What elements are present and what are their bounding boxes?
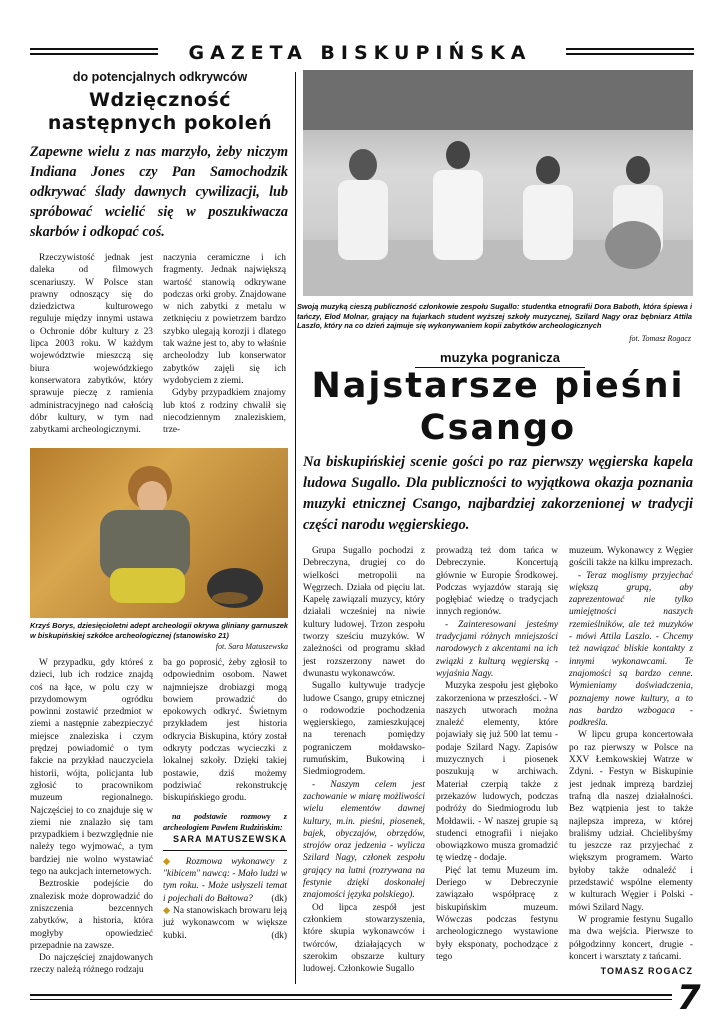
- masthead-rule-left-1: [30, 48, 158, 50]
- article2-title-line2: Csango: [419, 408, 577, 448]
- article1-signature: SARA MATUSZEWSKA: [173, 833, 287, 844]
- article2-col3c-paragraph: W lipcu grupa koncertowała po raz pierwszy w Polsce na XXV Łemkowskiej Watrze w Zdyni. - Festyn w Biskupinie jest jednak imprezą bardziej trafną dla naszej działalności. Bez wątpienia jest to także najlepsza impreza, w której braliśmy udział. Chcielibyśmy tu jeszcze raz przyjechać z większym programem. Warto byłoby także odnaleźć i przedstawić wspólne elementy w kulturach Węgier i Polski - mówi Szilard Nagy.: [569, 730, 693, 913]
- article1-column-3: [30, 657, 153, 977]
- article1-col4-paragraph: ba go poprosić, żeby zgłosił to odpowiednim osobom. Nawet najmniejsze drobiazgi mogą bowiem prowadzić do epokowych odkryć. Świetnym przykładem jest historia odkrycia Biskupina, który został odkryty podczas wycieczki z lokalnej szkoły. Dzięki takiej postawie, dziś możemy podziwiać rekonstrukcję biskupińskiego grodu.: [163, 658, 287, 804]
- article2-col1c-paragraph: - Naszym celem jest zachowanie w miarę możliwości wielu elementów dawnej kultury, m.in. pieśni, piosenek, bajek, obyczajów, obrzędów, strojów oraz jedzenia - wylicza Szilard Nagy, członek zespołu grający na lutni (rozrywana na festynie dzięki doskonałej znajomości języka polskiego).: [303, 779, 425, 901]
- column-divider: [295, 72, 296, 984]
- article2-photo-caption: Swoją muzyką cieszą publiczność członkowie zespołu Sugallo: studentka etnografii Dora Baboth, która śpiewa i tańczy, Elod Molnar, grający na fujarkach student wyższej szkoły muzycznej, Szilard Nagy oraz bębniarz Attila Laszlo, który na co dzień zajmuje się wykonywaniem kopii zabytków archeologicznych: [297, 302, 692, 331]
- article1-col3c-paragraph: Do najczęściej znajdowanych rzeczy należą różnego rodzaju: [30, 953, 153, 976]
- masthead-rule-right-1: [566, 48, 694, 50]
- article1-photo-caption: Krzyś Borys, dziesięcioletni adept archeologii okrywa gliniany garnuszek w biskupińskiej szkółce archeologicznej (stanowisko 21): [30, 621, 288, 640]
- bullet-note-2-text: Na stanowiskach browaru leją już wykonawcom w większe kubki.: [163, 906, 288, 941]
- signature-rule: [163, 850, 287, 851]
- article1-title-line2: następnych pokoleń: [47, 112, 273, 134]
- article2-column-1: [303, 545, 425, 975]
- diamond-bullet-icon: ◆: [163, 906, 171, 917]
- folk-band-illustration: [303, 70, 693, 296]
- article2-signature: TOMASZ ROGACZ: [600, 966, 693, 977]
- bullet-note-1: [163, 856, 287, 905]
- article1-lead: Zapewne wielu z nas marzyło, żeby niczym Indiana Jones czy Pan Samochodzik odkrywać ślady dawnych cywilizacji, lub spróbować wcielić się w poszukiwacza skarbów i odkopać coś.: [30, 144, 288, 240]
- masthead-rule-left-2: [30, 53, 158, 55]
- article1-title-line1: Wdzięczność: [89, 89, 231, 111]
- article2-lead: Na biskupińskiej scenie gości po raz pierwszy węgierska kapela ludowa Sugallo. Dla publiczności to wyjątkowa okazja poznania muzyki etnicznej Csango, najbardziej zakorzenionej w tradycji części narodu węgierskiego.: [303, 454, 693, 533]
- article1-col2-paragraph: naczynia ceramiczne i ich fragmenty. Jednak największą wartość stanowią odkrywane podczas orki groby. Znajdowane w nich zabytki z metalu w zetknięciu z powietrzem bardzo szybko ulegają korozji i dlatego tak ważne jest to, aby to właśnie archeolodzy lub konserwator zabytków zajęli się ich wydobyciem z ziemi.: [163, 253, 286, 386]
- footer-rule-2: [30, 999, 672, 1000]
- footer-rule-1: [30, 994, 672, 996]
- article2-col2-paragraph: prowadzą też dom tańca w Debreczynie. Koncertują głównie w Europie Środkowej. Podczas wyjazdów starają się pogłębiać wiedzę o tradycjach innych regionów.: [436, 546, 558, 618]
- article2-col2c-paragraph: Muzyka zespołu jest głęboko zakorzeniona w przeszłości. - W naszych utworach można znaleźć elementy, które pojawiały się już 500 lat temu - podaje Szilard Nagy. Zapisów muzycznych i piosenek poszukują w archiwach. Materiał czerpią także z przekazów ludowych, podczas podróży do Siedmiogrodu lub Mołdawii. - W naszej grupie są studenci etnografii i niejako obowiązkowo musza gromadzić tę wiedzę - dodaje.: [436, 681, 558, 864]
- article2-col1-paragraph: Grupa Sugallo pochodzi z Debreczyna, drugiej co do wielkości metropolii na Węgrzech. Działa od pięciu lat. Kapelę zawiązali muzycy, który działali wcześniej na niwie kultury ludowej. Trzon zespołu tworzy sześciu muzyków. W zależności od programu skład jest rozszerzony nawet do dwunastu wykonawców.: [303, 546, 425, 679]
- bullet-note-2-tag: (dk): [271, 930, 287, 941]
- interview-note: na podstawie rozmowy z archeologiem Pawłem Rudzińskim:: [163, 811, 287, 832]
- article2-title-line1: Najstarsze pieśni: [311, 366, 685, 406]
- masthead-title: GAZETA BISKUPIŃSKA: [188, 42, 532, 64]
- article1-column-2: [163, 252, 286, 436]
- article1-column-1: [30, 252, 153, 436]
- article1-col2b-paragraph: Gdyby przypadkiem znajomy lub ktoś z rodziny chwalił się niecodziennym znaleziskiem, trze-: [163, 388, 286, 436]
- article2-col3d-paragraph: W programie festynu Sugallo ma dwa wejścia. Pierwsze to półgodzinny koncert, drugie - koncert i warsztaty z tańcami.: [569, 914, 693, 962]
- article2-col3-paragraph: muzeum. Wykonawcy z Węgier gościli także na kilku imprezach.: [569, 546, 693, 569]
- article2-column-3: [569, 545, 693, 977]
- article2-col1d-paragraph: Od lipca zespół jest członkiem stowarzyszenia, które skupia wykonawców i twórców, działających w szerokim obszarze kultury ludowej. Członkowie Sugallo: [303, 902, 425, 975]
- masthead-rule-right-2: [566, 53, 694, 55]
- article2-kicker: muzyka pogranicza: [440, 350, 560, 365]
- folk-band-photo: [303, 70, 693, 296]
- article1-title: [30, 89, 290, 135]
- article1-kicker: do potencjalnych odkrywców: [72, 70, 248, 84]
- article2-column-2: [436, 545, 558, 963]
- article2-col3b-paragraph: - Teraz moglismy przyjechać większą grupą, aby zaprezentować nie tylko umiejętności naszych rzemieślników, ale też muzyków - mówi Attila Laszlo. - Chcemy też nawiązać bliskie kontakty z innymi wykonawcami. Te znajomości są bardzo cenne. Wymieniamy doświadczenia, poznajemy nowe kultury, a to nas bardzo wzbogaca - podkreśla.: [569, 570, 693, 729]
- bullet-note-2: [163, 905, 287, 942]
- article2-col2d-paragraph: Pięć lat temu Muzeum im. Deriego w Debreczynie zawiązało współpracę z biskupińskim muzeum. Wówczas podczas festynu archeologicznego wystawione były eksponaty, pochodzące z tego: [436, 865, 558, 962]
- page-number: 7: [677, 978, 701, 1018]
- archaeology-child-photo: [30, 448, 288, 618]
- article2-photo-credit: fot. Tomasz Rogacz: [629, 334, 691, 343]
- article1-column-4: [163, 657, 287, 942]
- article1-col3b-paragraph: Beztroskie podejście do znalezisk może doprowadzić do zniszczenia bezcennych zabytków, a historia, która mogłyby opowiedzieć przepadnie na zawsze.: [30, 879, 153, 951]
- diamond-bullet-icon: ◆: [163, 856, 177, 867]
- article1-col1-paragraph: Rzeczywistość jednak jest daleka od filmowych scenariuszy. W Polsce stan prawny odnoszący się do dziedzictwa kulturowego reguluje między innymi ustawa o Ochronie dóbr kultury z 23 lipca 2003 roku. W każdym województwie mieszczą się biura wojewódzkiego konserwatora zabytków, który sprawuje pieczę z ramienia administracyjnego nad całością dóbr kultury, w tym nad zabytkami archeologicznymi.: [30, 253, 153, 436]
- bullet-note-1-text: Rozmowa wykonawcy z "kibicem" nawcą: - Mało ludzi w tym roku. - Może usłyszeli temat i pojechali do Bałtowa?: [163, 856, 288, 904]
- bullet-note-1-tag: (dk): [271, 893, 287, 904]
- article1-col3-paragraph: W przypadku, gdy któreś z dzieci, lub ich rodzice znajdą coś na łące, w polu czy w przydomowym ogródku powinni zostawić przedmiot w ziemi a następnie zabezpieczyć miejsce znaleziska i czym prędzej powiadomić o tym fakcie na przykład nauczyciela historii, wójta, policjanta lub zgłosić to pracownikom muzeum regionalnego. Najczęściej to co znajduje się w ziemi nie znalazło się tam przypadkiem i bezwzględnie nie należy tego wyjmować, a tym bardziej nie wolno wystawiać tego na aukcjach internetowych.: [30, 658, 153, 878]
- article2-title: [300, 365, 696, 449]
- archaeology-child-illustration: [30, 448, 288, 618]
- article1-photo-credit: fot. Sara Matuszewska: [215, 642, 288, 651]
- article2-col2b-paragraph: - Zainteresowani jesteśmy tradycjami różnych mniejszości narodowych z akcentami na ich związki z kulturą węgierską - wyjaśnia Nagy.: [436, 619, 558, 679]
- article2-col1b-paragraph: Sugallo kultywuje tradycje ludowe Csango, grupy etnicznej o rodowodzie pochodzenia węgierskiego, zamieszkującej na terenach pomiędzy pograniczem mołdawsko-rumuńskim, Bukowiną i Siedmiogrodem.: [303, 681, 425, 778]
